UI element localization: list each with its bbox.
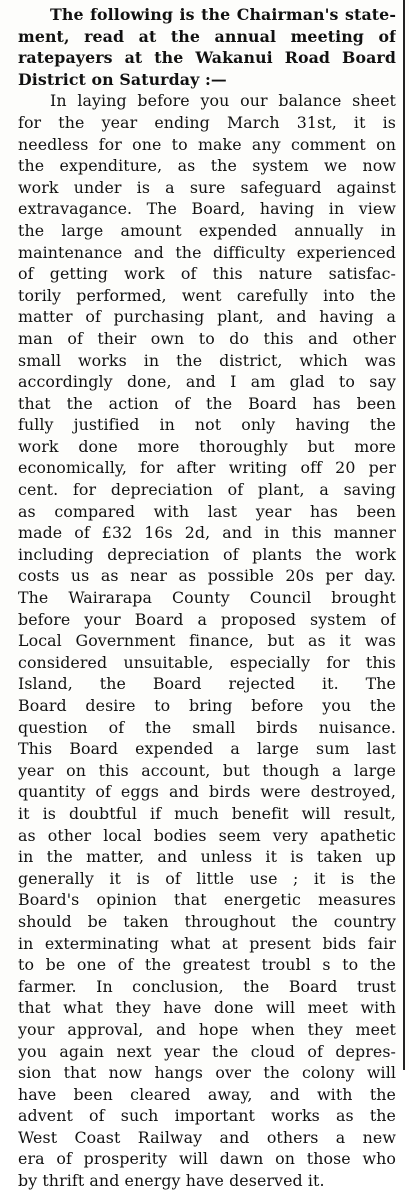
article-line: the expenditure, as the system we now (18, 156, 396, 176)
article-line: ratepayers at the Wakanui Road Board (18, 48, 396, 68)
article-line: This Board expended a large sum last (18, 739, 396, 759)
article-line: District on Saturday :— (18, 69, 227, 89)
article-line: advent of such important works as the (18, 1106, 396, 1126)
article-line: Island, the Board rejected it. The (18, 674, 396, 694)
article-line: your approval, and hope when they meet (18, 1019, 396, 1039)
article-line: including depreciation of plants the work (18, 544, 396, 564)
article-line: fully justified in not only having the (18, 415, 396, 435)
article-line: Local Government finance, but as it was (18, 631, 396, 651)
article-line: quantity of eggs and birds were destroyed, (18, 782, 396, 802)
article-line: Board desire to bring before you the (18, 696, 396, 715)
article-line: for the year ending March 31st, it is (18, 112, 396, 132)
article-line: as other local bodies seem very apathetic (18, 825, 396, 845)
article-line: the large amount expended annually in (18, 220, 396, 240)
article-line: man of their own to do this and other (18, 328, 396, 348)
article-line: have been cleared away, and with the (18, 1084, 396, 1104)
article-line: generally it is of little use ; it is the (18, 868, 396, 888)
article-line: sion that now hangs over the colony will (18, 1063, 396, 1083)
article-column (18, 4, 396, 1192)
article-line: The following is the Chairman's state- (50, 5, 396, 24)
article-line: accordingly done, and I am glad to say (18, 372, 396, 392)
article-line: Board's opinion that energetic measures (18, 890, 396, 910)
article-line: that what they have done will meet with (18, 998, 396, 1018)
article-line: in the matter, and unless it is taken up (18, 847, 396, 867)
article-line: year on this account, but though a large (18, 760, 396, 780)
article-line: In laying before you our balance sheet (50, 91, 396, 111)
article-line: maintenance and the difficulty experienced (18, 242, 396, 262)
article-line: torily performed, went carefully into the (18, 285, 396, 305)
article-line: as compared with last year has been (18, 501, 396, 521)
article-line: before your Board a proposed system of (18, 609, 396, 629)
article-line: economically, for after writing off 20 per (18, 458, 396, 478)
column-rule (403, 0, 405, 1070)
article-line: farmer. In conclusion, the Board trust (18, 976, 396, 996)
article-line: era of prosperity will dawn on those who (18, 1149, 396, 1169)
article-line: in exterminating what at present bids fair (18, 933, 396, 953)
article-line: question of the small birds nuisance. (18, 717, 396, 737)
article-line: by thrift and energy have deserved it. (18, 1171, 325, 1191)
article-line: should be taken throughout the country (18, 911, 396, 931)
article-line: The Wairarapa County Council brought (18, 588, 396, 608)
article-line: matter of purchasing plant, and having a (18, 307, 396, 327)
article-line: needless for one to make any comment on (18, 134, 396, 154)
article-line: considered unsuitable, especially for this (18, 652, 396, 672)
article-line: extravagance. The Board, having in view (18, 199, 396, 219)
article-line: to be one of the greatest troubl s to the (18, 955, 396, 975)
article-line: small works in the district, which was (18, 350, 396, 370)
article-line: ment, read at the annual meeting of (18, 26, 396, 46)
article-line: work under is a sure safeguard against (18, 177, 396, 197)
article-line: West Coast Railway and others a new (18, 1127, 396, 1147)
article-line: that the action of the Board has been (18, 393, 396, 413)
article-line: you again next year the cloud of depres- (18, 1041, 396, 1061)
article-line: of getting work of this nature satisfac- (18, 264, 396, 284)
article-line: cent. for depreciation of plant, a saving (18, 480, 396, 500)
article-line: made of £32 16s 2d, and in this manner (18, 523, 396, 543)
article-line: work done more thoroughly but more (18, 436, 396, 456)
article-line: it is doubtful if much benefit will result, (18, 803, 396, 823)
article-line: costs us as near as possible 20s per day. (18, 566, 396, 586)
